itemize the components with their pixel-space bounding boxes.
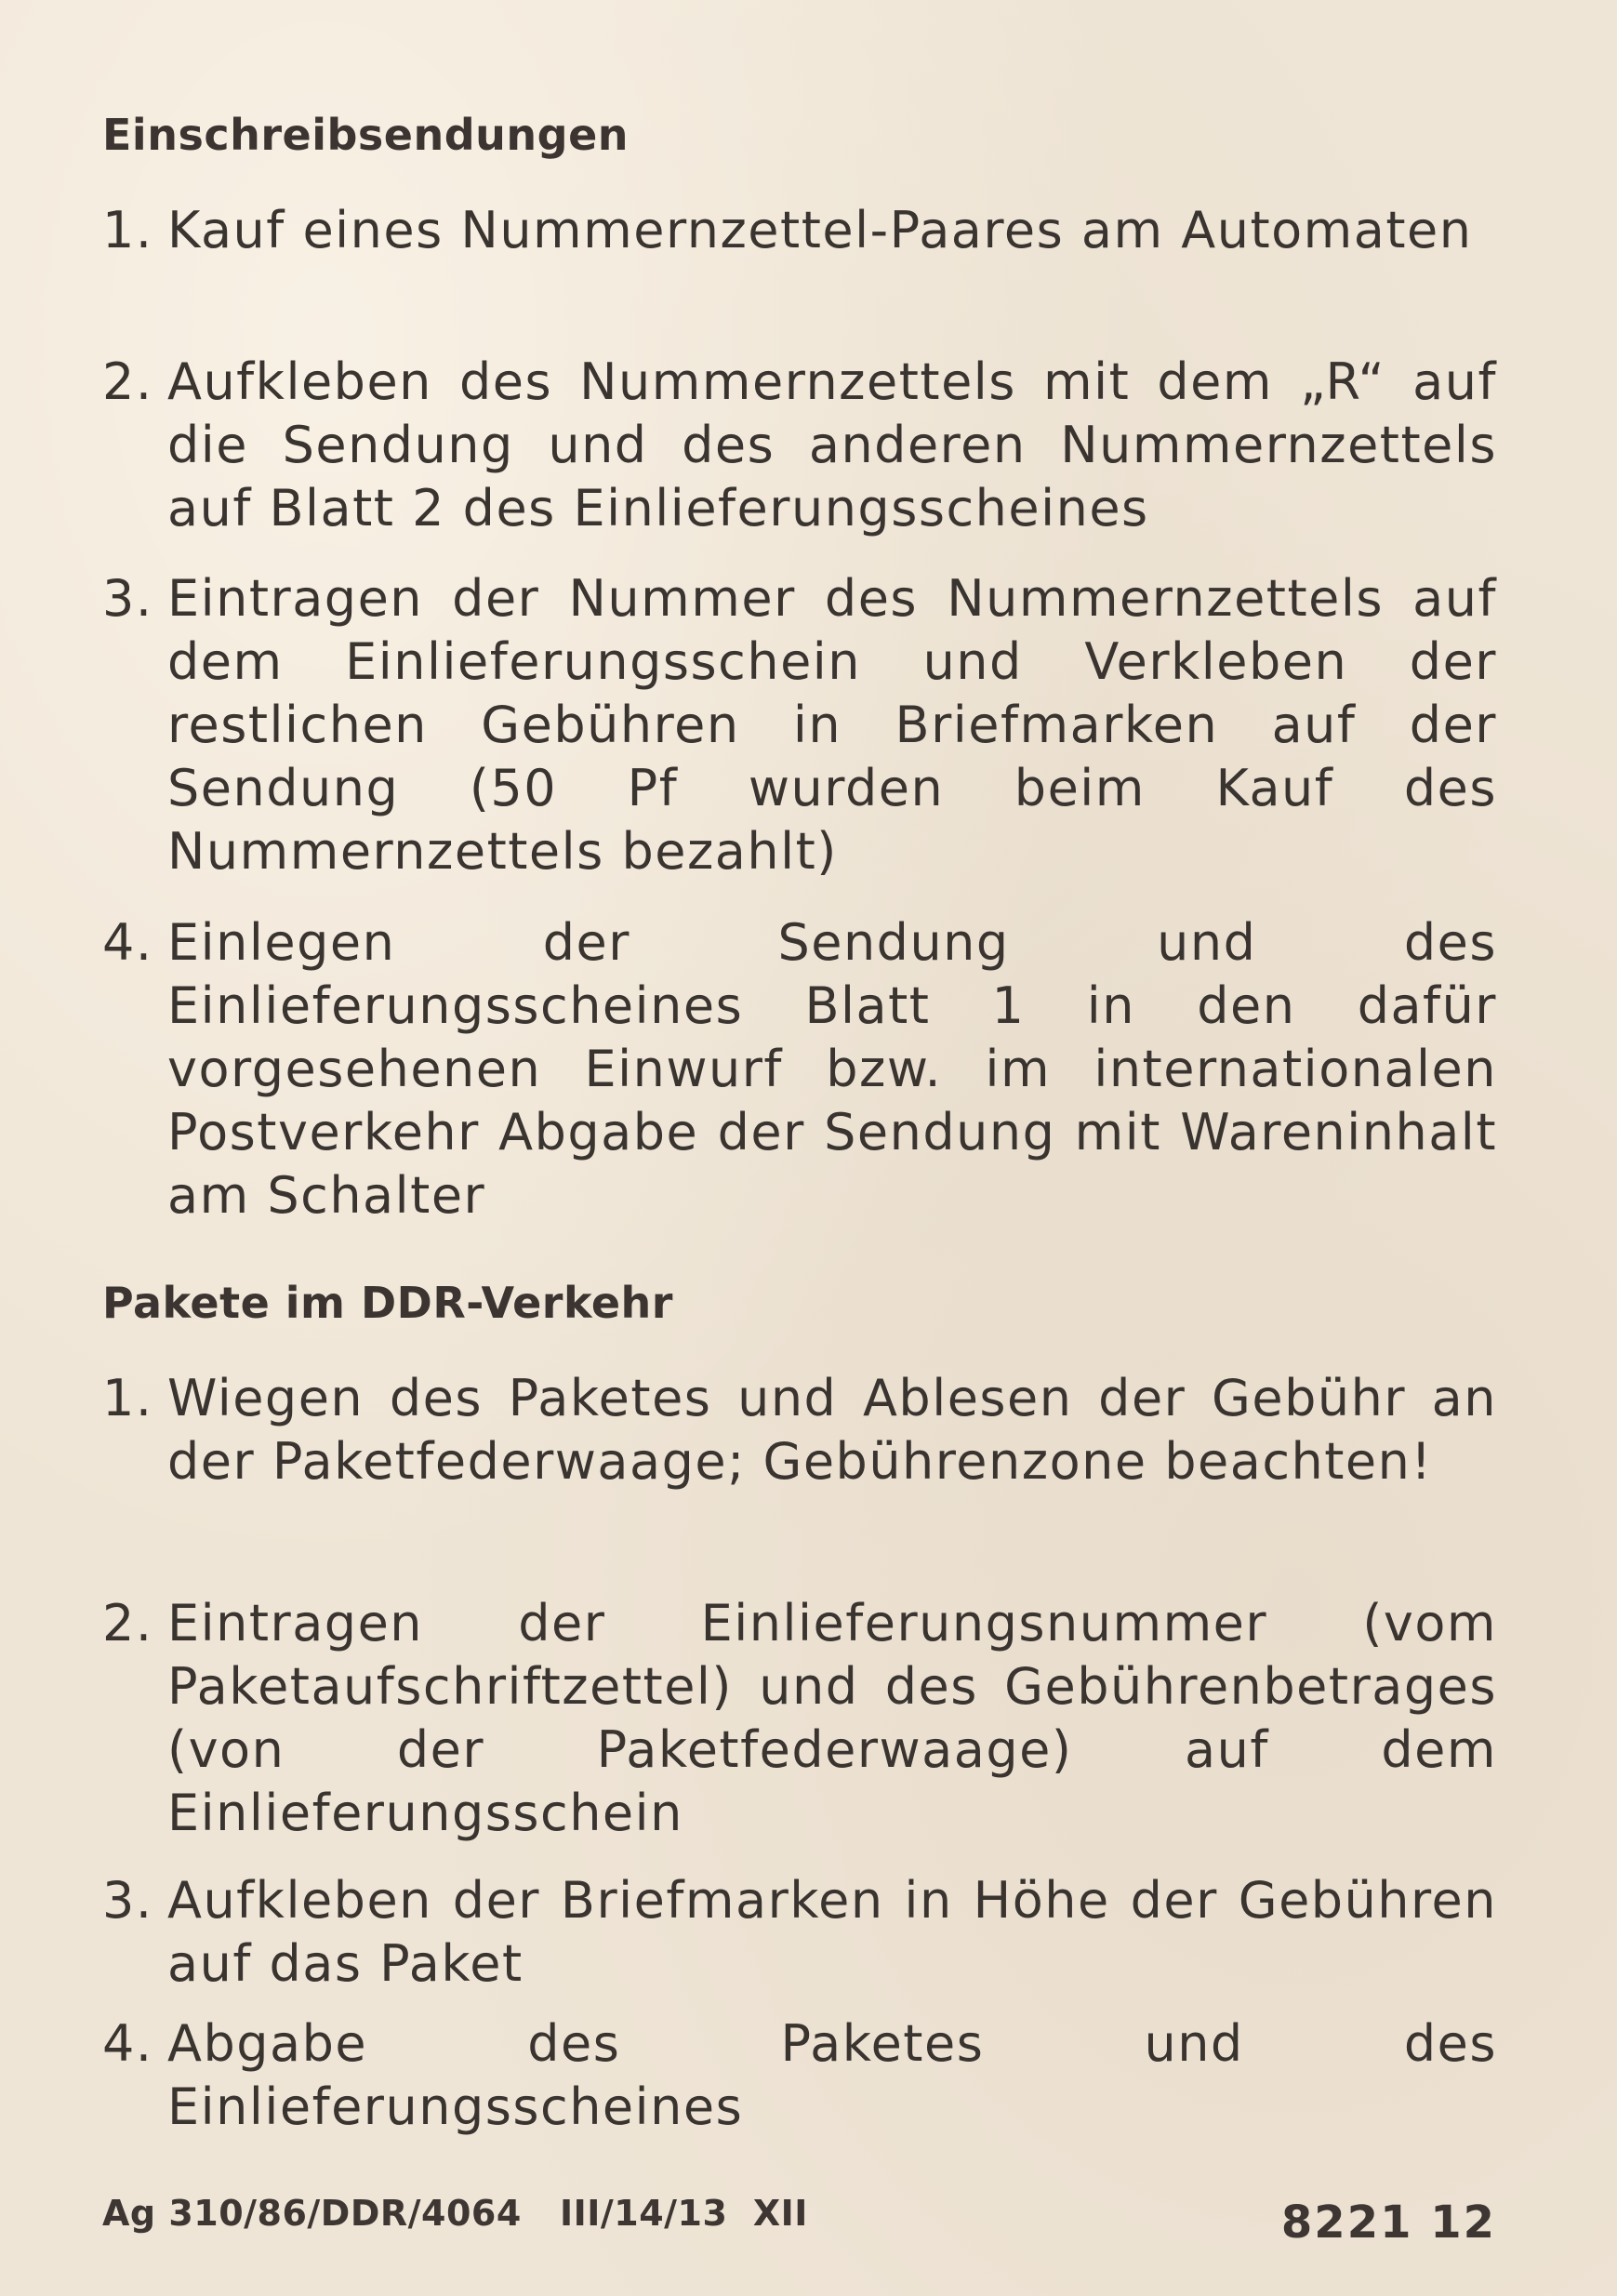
- list-item: [102, 351, 1497, 540]
- list-item: [102, 199, 1497, 262]
- section-heading-pakete: Pakete im DDR-Verkehr: [102, 1278, 673, 1328]
- list-item: [102, 1592, 1497, 1845]
- list-item: [102, 1367, 1497, 1493]
- item-number: 3.: [102, 569, 153, 628]
- list-item: [102, 911, 1497, 1228]
- item-number: 1.: [102, 201, 153, 259]
- item-text: Einlegen der Sendung und des Einlieferungsscheines Blatt 1 in den dafür vorgesehenen Einwurf bzw. im internationalen Postverkehr Abgabe der Sendung mit Wareninhalt am Schalter: [167, 913, 1497, 1225]
- form-number: 8221 12: [1280, 2196, 1496, 2249]
- item-number: 1.: [102, 1369, 153, 1427]
- print-code: Ag 310/86/DDR/4064 III/14/13 XII: [102, 2193, 808, 2234]
- list-item: [102, 2012, 1497, 2139]
- item-text: Wiegen des Paketes und Ablesen der Gebühr an der Paketfederwaage; Gebührenzone beachten!: [167, 1369, 1497, 1491]
- item-number: 2.: [102, 1594, 153, 1652]
- item-text: Eintragen der Einlieferungsnummer (vom Paketaufschriftzettel) und des Gebührenbetrages (von der Paketfederwaage) auf dem Einlieferungsschein: [167, 1594, 1497, 1842]
- list-item: [102, 567, 1497, 883]
- item-number: 2.: [102, 352, 153, 411]
- section-heading-einschreibsendungen: Einschreibsendungen: [102, 110, 630, 160]
- item-text: Abgabe des Paketes und des Einlieferungsscheines: [167, 2014, 1497, 2136]
- item-text: Aufkleben des Nummernzettels mit dem „R“ auf die Sendung und des anderen Nummernzettels auf Blatt 2 des Einlieferungsscheines: [167, 352, 1497, 538]
- list-item: [102, 1869, 1497, 1996]
- item-number: 4.: [102, 2014, 153, 2073]
- item-text: Eintragen der Nummer des Nummernzettels auf dem Einlieferungsschein und Verkleben der restlichen Gebühren in Briefmarken auf der Sendung (50 Pf wurden beim Kauf des Nummernzettels bezahlt): [167, 569, 1497, 881]
- item-number: 4.: [102, 913, 153, 972]
- item-number: 3.: [102, 1871, 153, 1930]
- item-text: Aufkleben der Briefmarken in Höhe der Gebühren auf das Paket: [167, 1871, 1497, 1993]
- item-text: Kauf eines Nummernzettel-Paares am Automaten: [167, 201, 1473, 259]
